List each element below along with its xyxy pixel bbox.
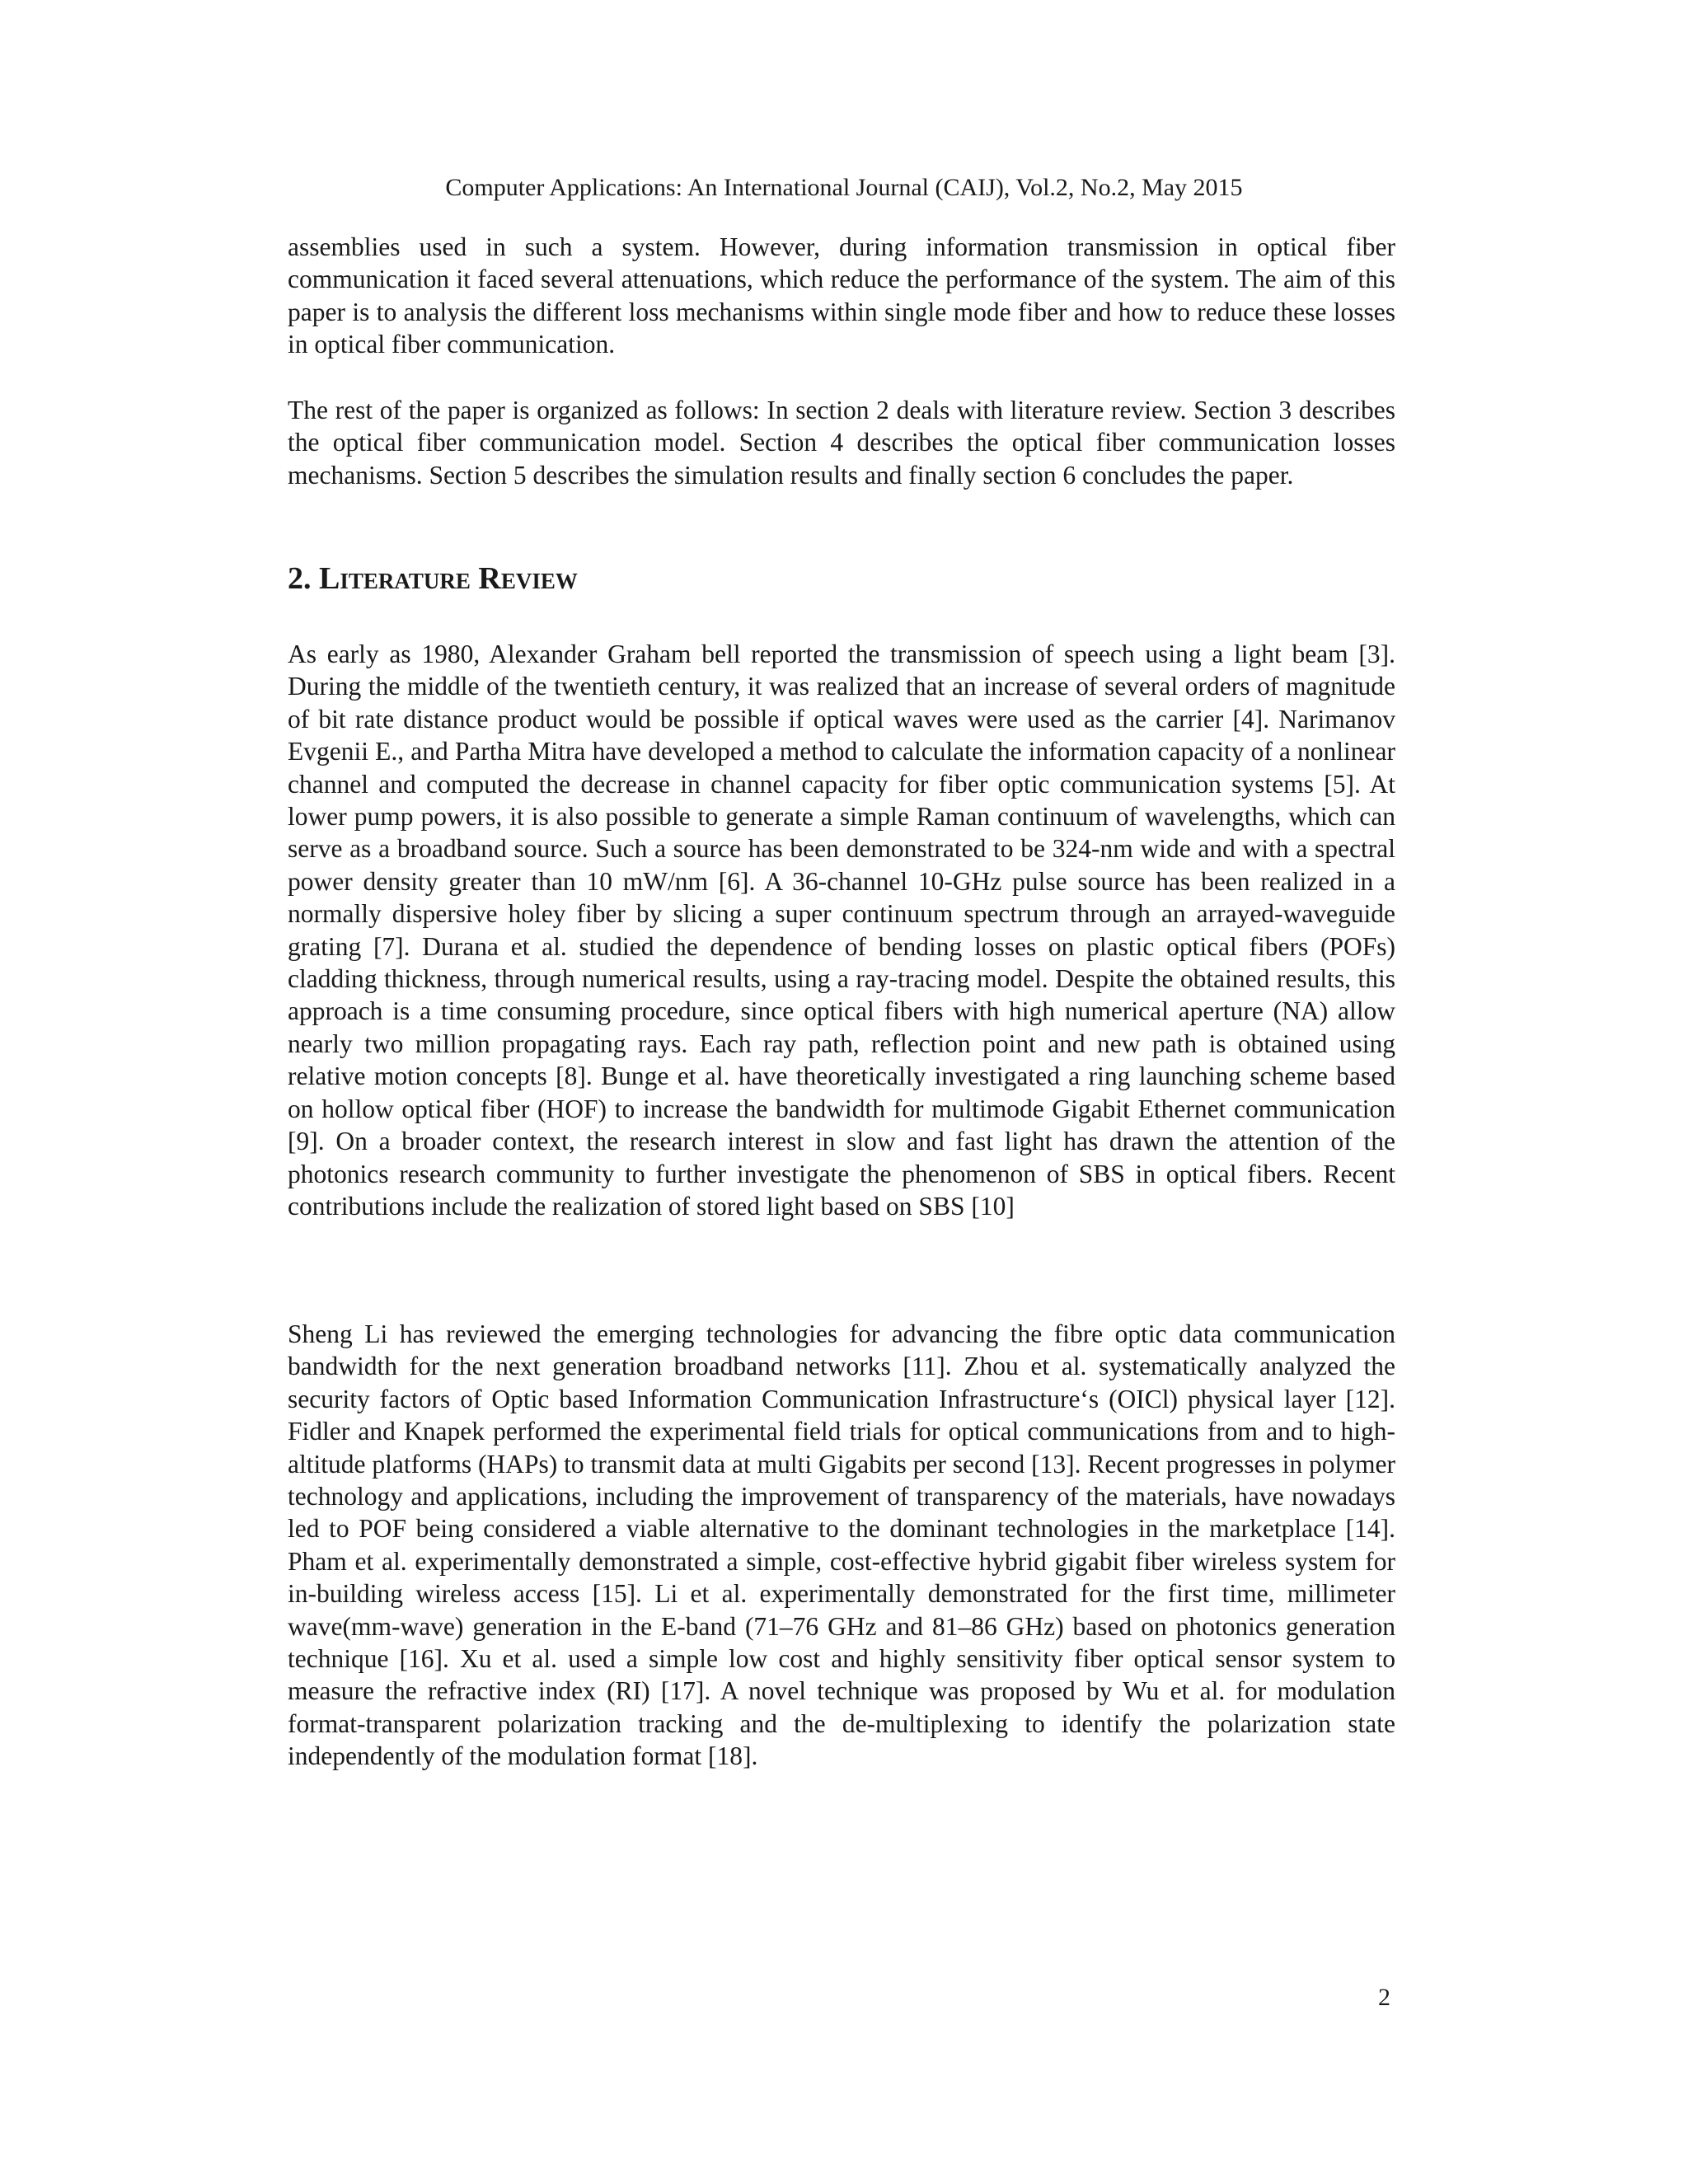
section-number: 2. (288, 561, 312, 596)
section-title: Literature Review (319, 561, 578, 596)
intro-paragraph-2 (288, 394, 1395, 491)
intro-paragraph-1 (288, 231, 1395, 361)
paragraph-text: assemblies used in such a system. However, during information transmission in optical fiber communication it faced several attenuations, which reduce the performance of the system. The aim of this paper is to analysis the different loss mechanisms within single mode fiber and how to reduce these losses in optical fiber communication. (288, 232, 1395, 359)
section-heading (288, 559, 578, 598)
literature-paragraph-1 (288, 638, 1395, 1222)
paragraph-text: As early as 1980, Alexander Graham bell reported the transmission of speech using a light beam [3]. During the middle of the twentieth century, it was realized that an increase of several orders of magnitude of bit rate distance product would be possible if optical waves were used as the carrier [4]. Narimanov Evgenii E., and Partha Mitra have developed a method to calculate the information capacity of a nonlinear channel and computed the decrease in channel capacity for fiber optic communication systems [5]. At lower pump powers, it is also possible to generate a simple Raman continuum of wavelengths, which can serve as a broadband source. Such a source has been demonstrated to be 324-nm wide and with a spectral power density greater than 10 mW/nm [6]. A 36-channel 10-GHz pulse source has been realized in a normally dispersive holey fiber by slicing a super continuum spectrum through an arrayed-waveguide grating [7]. Durana et al. studied the dependence of bending losses on plastic optical fibers (POFs) cladding thickness, through numerical results, using a ray-tracing model. Despite the obtained results, this approach is a time consuming procedure, since optical fibers with high numerical aperture (NA) allow nearly two million propagating rays. Each ray path, reflection point and new path is obtained using relative motion concepts [8]. Bunge et al. have theoretically investigated a ring launching scheme based on hollow optical fiber (HOF) to increase the bandwidth for multimode Gigabit Ethernet communication [9]. On a broader context, the research interest in slow and fast light has drawn the attention of the photonics research community to further investigate the phenomenon of SBS in optical fibers. Recent contributions include the realization of stored light based on SBS [10] (288, 640, 1395, 1221)
running-header: Computer Applications: An International Journal (CAIJ), Vol.2, No.2, May 2015 (445, 174, 1243, 201)
paragraph-text: Sheng Li has reviewed the emerging technologies for advancing the fibre optic data communication bandwidth for the next generation broadband networks [11]. Zhou et al. systematically analyzed the security factors of Optic based Information Communication Infrastructure‘s (OICl) physical layer [12]. Fidler and Knapek performed the experimental field trials for optical communications from and to high-altitude platforms (HAPs) to transmit data at multi Gigabits per second [13]. Recent progresses in polymer technology and applications, including the improvement of transparency of the materials, have nowadays led to POF being considered a viable alternative to the dominant technologies in the marketplace [14]. Pham et al. experimentally demonstrated a simple, cost-effective hybrid gigabit fiber wireless system for in-building wireless access [15]. Li et al. experimentally demonstrated for the first time, millimeter wave(mm-wave) generation in the E-band (71–76 GHz and 81–86 GHz) based on photonics generation technique [16]. Xu et al. used a simple low cost and highly sensitivity fiber optical sensor system to measure the refractive index (RI) [17]. A novel technique was proposed by Wu et al. for modulation format-transparent polarization tracking and the de-multiplexing to identify the polarization state independently of the modulation format [18]. (288, 1319, 1395, 1771)
literature-paragraph-2 (288, 1318, 1395, 1773)
paragraph-text: The rest of the paper is organized as follows: In section 2 deals with literature review. Section 3 describes the optical fiber communication model. Section 4 describes the optical fiber communication losses mechanisms. Section 5 describes the simulation results and finally section 6 concludes the paper. (288, 396, 1395, 490)
page-number: 2 (1378, 1984, 1390, 2011)
